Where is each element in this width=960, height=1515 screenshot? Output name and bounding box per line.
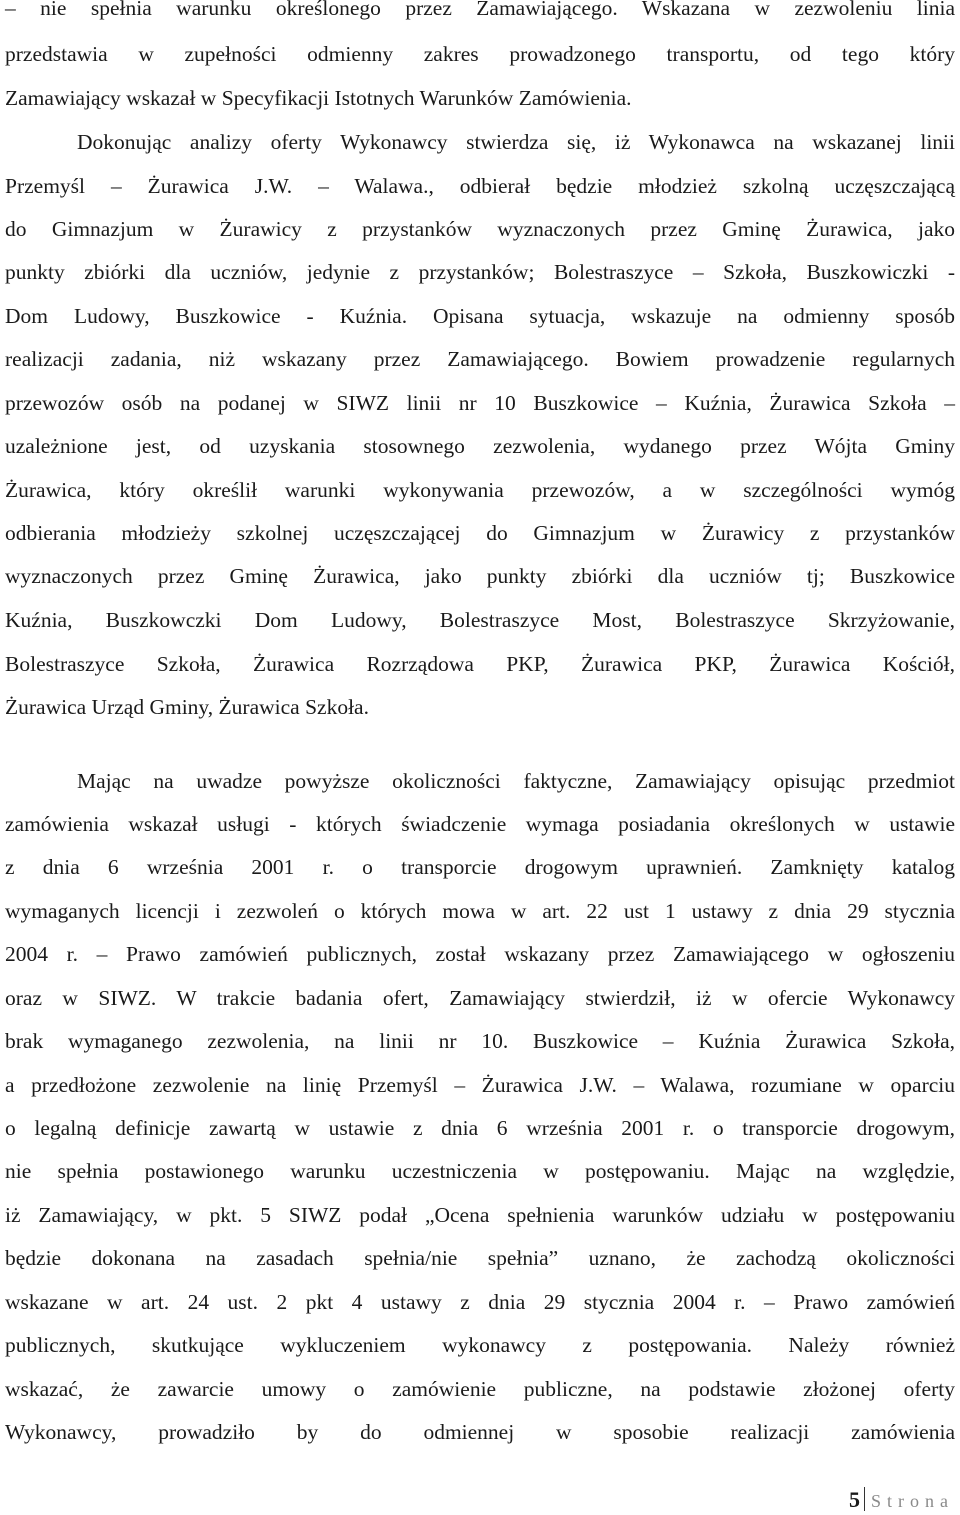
text-line: Żurawica, który określił warunki wykonywania przewozów, a w szczególności wymóg — [5, 478, 955, 502]
text-line: odbierania młodzieży szkolnej uczęszczającej do Gimnazjum w Żurawicy z przystanków — [5, 521, 955, 545]
text-line: Wykonawcy, prowadziło by do odmiennej w sposobie realizacji zamówienia — [5, 1420, 955, 1444]
text-line: wyznaczonych przez Gminę Żurawica, jako punkty zbiórki dla uczniów tj; Buszkowice — [5, 564, 955, 588]
text-line: będzie dokonana na zasadach spełnia/nie spełnia” uznano, że zachodzą okoliczności — [5, 1246, 955, 1270]
page-footer — [849, 1486, 954, 1515]
text-line: publicznych, skutkujące wykluczeniem wykonawcy z postępowania. Należy również — [5, 1333, 955, 1357]
text-line: Bolestraszyce Szkoła, Żurawica Rozrządowa PKP, Żurawica PKP, Żurawica Kościół, — [5, 652, 955, 676]
page-number: 5 — [849, 1487, 860, 1512]
text-line: Dokonując analizy oferty Wykonawcy stwierdza się, iż Wykonawca na wskazanej linii — [77, 130, 955, 154]
footer-divider — [864, 1487, 865, 1511]
text-line: – nie spełnia warunku określonego przez Zamawiającego. Wskazana w zezwoleniu linia — [5, 0, 955, 20]
text-line: uzależnione jest, od uzyskania stosownego zezwolenia, wydanego przez Wójta Gminy — [5, 434, 955, 458]
text-line: o legalną definicje zawartą w ustawie z dnia 6 września 2001 r. o transporcie drogowym, — [5, 1116, 955, 1140]
text-line: z dnia 6 września 2001 r. o transporcie drogowym uprawnień. Zamknięty katalog — [5, 855, 955, 879]
text-line: punkty zbiórki dla uczniów, jedynie z przystanków; Bolestraszyce – Szkoła, Buszkowiczki - — [5, 260, 955, 284]
text-line: a przedłożone zezwolenie na linię Przemyśl – Żurawica J.W. – Walawa, rozumiane w oparciu — [5, 1073, 955, 1097]
text-line: brak wymaganego zezwolenia, na linii nr 10. Buszkowice – Kuźnia Żurawica Szkoła, — [5, 1029, 955, 1053]
text-line: Kuźnia, Buszkowczki Dom Ludowy, Bolestraszyce Most, Bolestraszyce Skrzyżowanie, — [5, 608, 955, 632]
text-line: przewozów osób na podanej w SIWZ linii nr 10 Buszkowice – Kuźnia, Żurawica Szkoła – — [5, 391, 955, 415]
text-line: przedstawia w zupełności odmienny zakres prowadzonego transportu, od tego który — [5, 42, 955, 66]
text-line: iż Zamawiający, w pkt. 5 SIWZ podał „Ocena spełnienia warunków udziału w postępowaniu — [5, 1203, 955, 1227]
text-line: Żurawica Urząd Gminy, Żurawica Szkoła. — [5, 695, 369, 719]
text-line: 2004 r. – Prawo zamówień publicznych, został wskazany przez Zamawiającego w ogłoszeniu — [5, 942, 955, 966]
page-label: Strona — [871, 1491, 954, 1511]
text-line: oraz w SIWZ. W trakcie badania ofert, Zamawiający stwierdził, iż w ofercie Wykonawcy — [5, 986, 955, 1010]
text-line: nie spełnia postawionego warunku uczestniczenia w postępowaniu. Mając na względzie, — [5, 1159, 955, 1183]
text-line: wymaganych licencji i zezwoleń o których mowa w art. 22 ust 1 ustawy z dnia 29 stycznia — [5, 899, 955, 923]
text-line: wskazać, że zawarcie umowy o zamówienie publiczne, na podstawie złożonej oferty — [5, 1377, 955, 1401]
text-line: zamówienia wskazał usługi - których świadczenie wymaga posiadania określonych w ustawie — [5, 812, 955, 836]
text-line: Przemyśl – Żurawica J.W. – Walawa., odbierał będzie młodzież szkolną uczęszczającą — [5, 174, 955, 198]
text-line: Zamawiający wskazał w Specyfikacji Istotnych Warunków Zamówienia. — [5, 86, 632, 110]
text-line: Mając na uwadze powyższe okoliczności faktyczne, Zamawiający opisując przedmiot — [77, 769, 955, 793]
text-line: Dom Ludowy, Buszkowice - Kuźnia. Opisana sytuacja, wskazuje na odmienny sposób — [5, 304, 955, 328]
text-line: do Gimnazjum w Żurawicy z przystanków wyznaczonych przez Gminę Żurawica, jako — [5, 217, 955, 241]
text-line: wskazane w art. 24 ust. 2 pkt 4 ustawy z dnia 29 stycznia 2004 r. – Prawo zamówień — [5, 1290, 955, 1314]
text-line: realizacji zadania, niż wskazany przez Zamawiającego. Bowiem prowadzenie regularnych — [5, 347, 955, 371]
